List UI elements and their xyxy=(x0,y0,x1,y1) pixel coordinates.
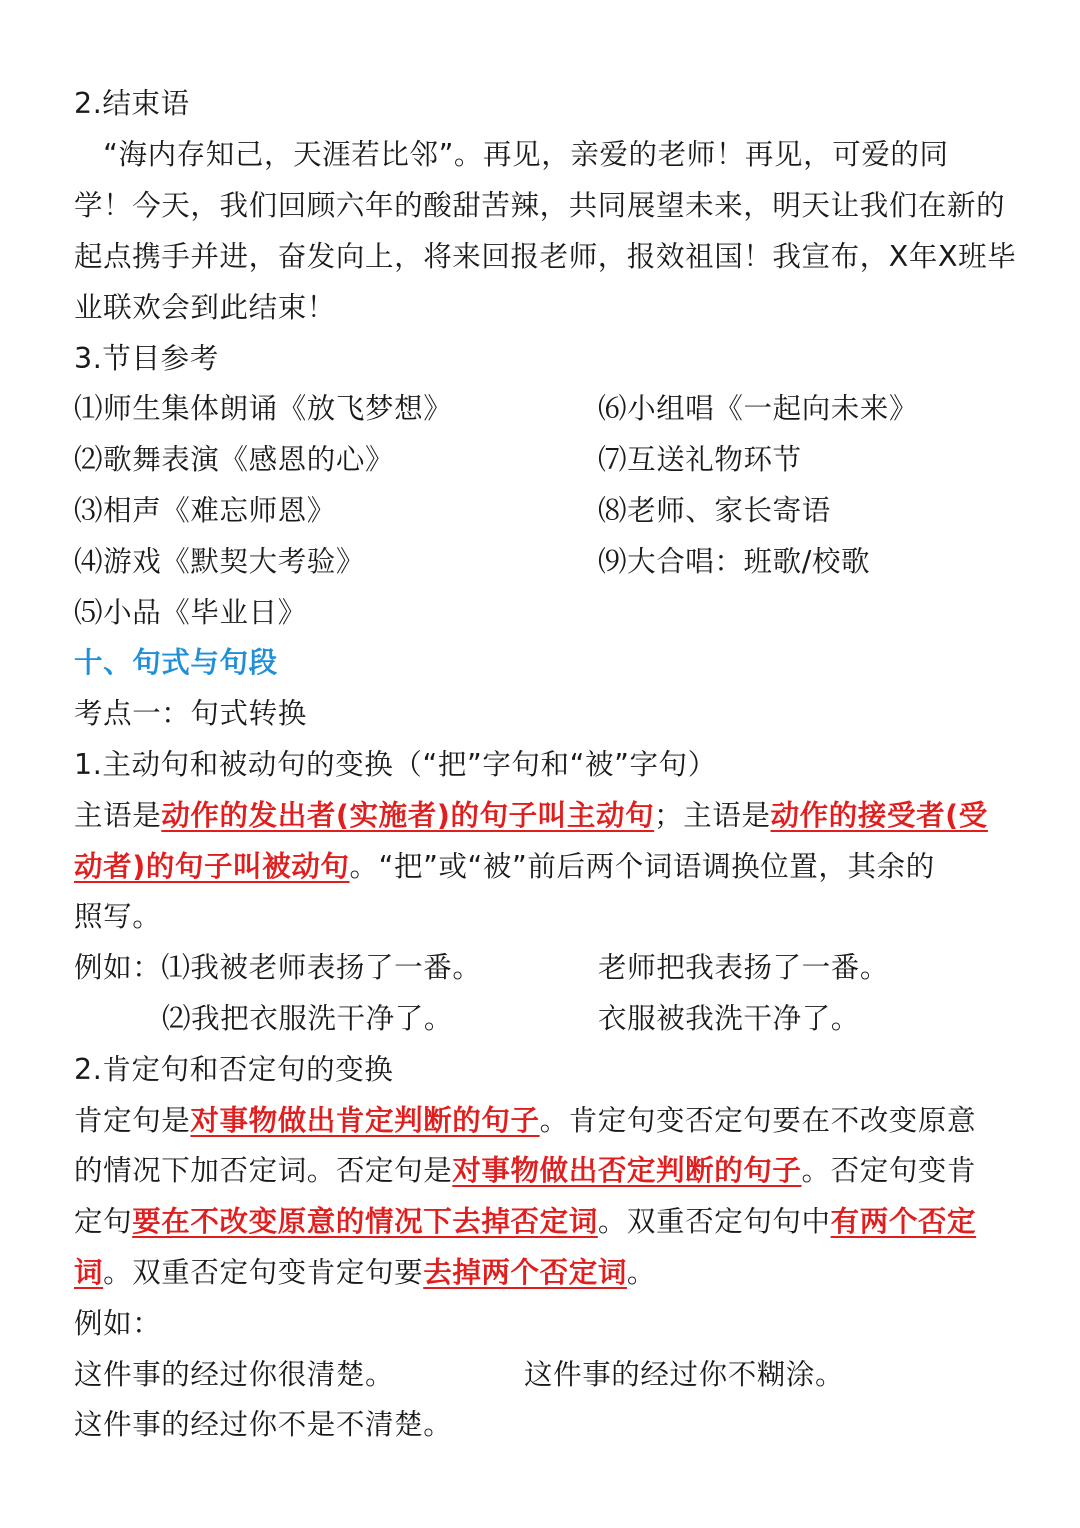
program-item-6: ⑹小组唱《一起向未来》 xyxy=(598,392,919,425)
program-item-1: ⑴师生集体朗诵《放飞梦想》 xyxy=(74,392,453,425)
program-item-3: ⑶相声《难忘师恩》 xyxy=(74,494,336,527)
s1-para-line-2 xyxy=(74,847,1014,887)
text: 。“把”或“被”前后两个词语调换位置，其余的 xyxy=(349,850,935,883)
key-point: 对事物做出肯定判断的句子 xyxy=(190,1104,540,1137)
program-item-7: ⑺互送礼物环节 xyxy=(598,443,802,476)
program-title: 3.节目参考 xyxy=(74,342,219,375)
closing-line-1: “海内存知己，天涯若比邻”。再见，亲爱的老师！再见，可爱的同 xyxy=(74,138,949,171)
text: 。否定句变肯 xyxy=(801,1154,977,1187)
key-point: 动作的发出者(实施者)的句子叫主动句 xyxy=(161,799,655,832)
program-row-5 xyxy=(74,593,1014,633)
key-point: 词 xyxy=(74,1256,104,1289)
program-item-8: ⑻老师、家长寄语 xyxy=(598,494,831,527)
key-point: 动者)的句子叫被动句 xyxy=(74,850,350,883)
closing-title: 2.结束语 xyxy=(74,87,190,120)
kaodian-title: 考点一：句式转换 xyxy=(74,697,307,730)
closing-line-2: 学！今天，我们回顾六年的酸甜苦辣，共同展望未来，明天让我们在新的 xyxy=(74,189,1006,222)
example-row-2 xyxy=(74,999,1014,1039)
key-point: 有两个否定 xyxy=(830,1205,977,1238)
key-point: 去掉两个否定词 xyxy=(423,1256,627,1289)
program-row-1 xyxy=(74,389,1014,429)
closing-line-3: 起点携手并进，奋发向上，将来回报老师，报效祖国！我宣布，X年X班毕 xyxy=(74,240,1017,273)
text: 定句 xyxy=(74,1205,133,1238)
example-row-1 xyxy=(74,948,1014,988)
closing-line-4: 业联欢会到此结束！ xyxy=(74,291,336,324)
s1-para-line-3: 照写。 xyxy=(74,900,162,933)
example-label-2: 例如： xyxy=(74,1307,162,1340)
example-label: 例如： xyxy=(74,951,162,984)
text: 。 xyxy=(626,1256,657,1289)
s2-para-line-1 xyxy=(74,1101,1014,1141)
text: ；主语是 xyxy=(654,799,771,832)
program-item-5: ⑸小品《毕业日》 xyxy=(74,596,307,629)
s2-para-line-4 xyxy=(74,1253,1014,1293)
s1-title: 1.主动句和被动句的变换（“把”字句和“被”字句） xyxy=(74,748,717,781)
key-point: 对事物做出否定判断的句子 xyxy=(452,1154,802,1187)
program-item-2: ⑵歌舞表演《感恩的心》 xyxy=(74,443,395,476)
s2-para-line-2 xyxy=(74,1151,1014,1191)
key-point: 动作的接受者(受 xyxy=(770,799,988,832)
example-2a: ⑵我把衣服洗干净了。 xyxy=(162,1002,454,1035)
text: 的情况下加否定词。否定句是 xyxy=(74,1154,453,1187)
text: 肯定句是 xyxy=(74,1104,191,1137)
example-row-4: 这件事的经过你不是不清楚。 xyxy=(74,1408,453,1441)
example-2b: 衣服被我洗干净了。 xyxy=(598,1002,860,1035)
program-row-4 xyxy=(74,542,1014,582)
example-1b: 老师把我表扬了一番。 xyxy=(598,951,890,984)
text: 主语是 xyxy=(74,799,162,832)
example-1a: ⑴我被老师表扬了一番。 xyxy=(161,951,482,984)
program-row-3 xyxy=(74,491,1014,531)
section-heading: 十、句式与句段 xyxy=(74,646,278,679)
example-3a: 这件事的经过你很清楚。 xyxy=(74,1358,395,1391)
s2-title: 2.肯定句和否定句的变换 xyxy=(74,1053,394,1086)
text: 。双重否定句变肯定句要 xyxy=(103,1256,424,1289)
text: 。双重否定句句中 xyxy=(597,1205,831,1238)
example-row-3 xyxy=(74,1355,1014,1395)
key-point: 要在不改变原意的情况下去掉否定词 xyxy=(132,1205,598,1238)
text: 。肯定句变否定句要在不改变原意 xyxy=(539,1104,977,1137)
s2-para-line-3 xyxy=(74,1202,1014,1242)
program-item-4: ⑷游戏《默契大考验》 xyxy=(74,545,366,578)
program-row-2 xyxy=(74,440,1014,480)
s1-para-line-1 xyxy=(74,796,1014,836)
program-item-9: ⑼大合唱：班歌/校歌 xyxy=(598,545,871,578)
example-3b: 这件事的经过你不糊涂。 xyxy=(524,1358,845,1391)
